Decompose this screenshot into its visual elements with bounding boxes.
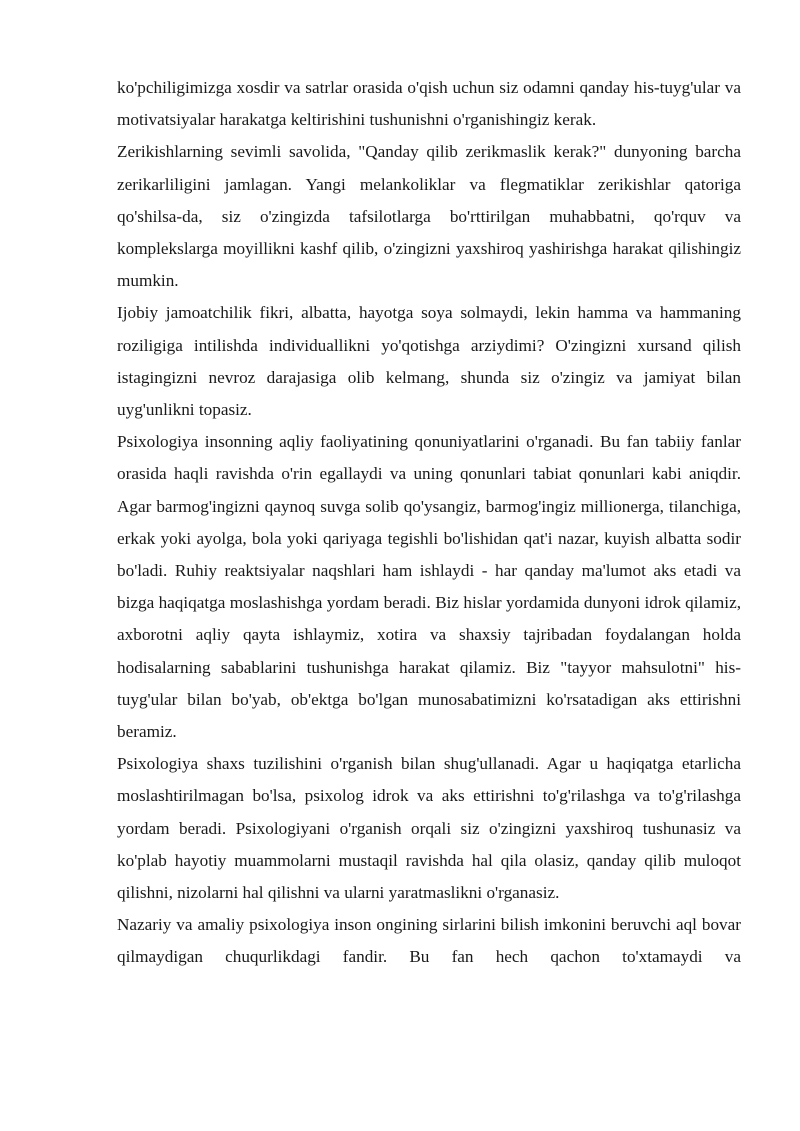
paragraph-5: Psixologiya shaxs tuzilishini o'rganish bilan shug'ullanadi. Agar u haqiqatga etarlicha moslashtirilmagan bo'lsa, psixolog idrok va aks ettirishni to'g'rilashga va to'g'rilashga yordam beradi. Psixologiyani o'rganish orqali siz o'zingizni yaxshiroq tushunasiz va ko'plab hayotiy muammolarni mustaqil ravishda hal qila olasiz, qanday qilib muloqot qilishni, nizolarni hal qilishni va ularni yaratmaslikni o'rganasiz.	[117, 754, 741, 903]
document-page	[117, 72, 741, 974]
paragraph-4: Psixologiya insonning aqliy faoliyatining qonuniyatlarini o'rganadi. Bu fan tabiiy fanlar orasida haqli ravishda o'rin egallaydi va uning qonunlari tabiat qonunlari kabi aniqdir. Agar barmog'ingizni qaynoq suvga solib qo'ysangiz, barmog'ingiz millionerga, tilanchiga, erkak yoki ayolga, bola yoki qariyaga tegishli bo'lishidan qat'i nazar, kuyish albatta sodir bo'ladi. Ruhiy reaktsiyalar naqshlari ham ishlaydi - har qanday ma'lumot aks etadi va bizga haqiqatga moslashishga yordam beradi. Biz hislar yordamida dunyoni idrok qilamiz, axborotni aqliy qayta ishlaymiz, xotira va shaxsiy tajribadan foydalangan holda hodisalarning sabablarini tushunishga harakat qilamiz. Biz "tayyor mahsulotni" his-tuyg'ular bilan bo'yab, ob'ektga bo'lgan munosabatimizni ko'rsatadigan aks ettirishni beramiz.	[117, 432, 741, 742]
paragraph-6: Nazariy va amaliy psixologiya inson ongining sirlarini bilish imkonini beruvchi aql bovar qilmaydigan chuqurlikdagi fandir. Bu fan hech qachon to'xtamaydi va	[117, 915, 741, 967]
paragraph-2: Zerikishlarning sevimli savolida, "Qanday qilib zerikmaslik kerak?" dunyoning barcha zerikarliligini jamlagan. Yangi melankoliklar va flegmatiklar zerikishlar qatoriga qo'shilsa-da, siz o'zingizda tafsilotlarga bo'rttirilgan muhabbatni, qo'rquv va komplekslarga moyillikni kashf qilib, o'zingizni yaxshiroq yashirishga harakat qilishingiz mumkin.	[117, 142, 741, 291]
paragraph-1: ko'pchiligimizga xosdir va satrlar orasida o'qish uchun siz odamni qanday his-tuyg'ular va motivatsiyalar harakatga keltirishini tushunishni o'rganishingiz kerak.	[117, 78, 741, 130]
paragraph-3: Ijobiy jamoatchilik fikri, albatta, hayotga soya solmaydi, lekin hamma va hammaning roziligiga intilishda individuallikni yo'qotishga arziydimi? O'zingizni xursand qilish istagingizni nevroz darajasiga olib kelmang, shunda siz o'zingiz va jamiyat bilan uyg'unlikni topasiz.	[117, 303, 741, 420]
